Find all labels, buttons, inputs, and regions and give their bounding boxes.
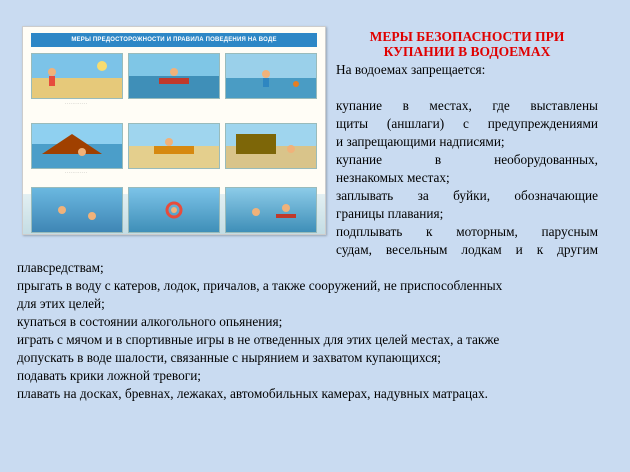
rule-line: прыгать в воду с катеров, лодок, причалов, а также сооружений, не приспособленных [17,278,503,293]
poster-illustration [128,123,220,169]
rule-line: судам, весельным лодкам и к другим [336,242,598,257]
rule-line: и запрещающими надписями; [336,134,505,149]
poster-illustration [225,53,317,99]
page-title [352,29,582,59]
poster-illustration [31,123,123,169]
title-line: КУПАНИИ В ВОДОЕМАХ [383,44,551,59]
rule-line: щиты (аншлаги) с предупреждениями [336,116,598,131]
rule-line: плавать на досках, бревнах, лежаках, автомобильных камерах, надувных матрацах. [17,386,488,401]
poster-caption-row2: . . . . . . . . . . . . [64,170,88,174]
rule-line: купание в необорудованных, [336,152,598,167]
rule-line: границы плавания; [336,206,444,221]
poster-illustration [225,187,317,233]
rule-line: допускать в воде шалости, связанные с нырянием и захватом купающихся; [17,350,441,365]
rule-line: подплывать к моторным, парусным [336,224,598,239]
poster-illustration [31,53,123,99]
rule-line: плавсредствам; [17,260,104,275]
poster-illustration [128,53,220,99]
safety-poster-image [22,26,326,235]
poster-illustration [128,187,220,233]
rule-line: купание в местах, где выставлены [336,98,598,113]
poster-illustration [225,123,317,169]
rule-line: купаться в состоянии алкогольного опьянения; [17,314,283,329]
poster-illustration [31,187,123,233]
poster-banner: МЕРЫ ПРЕДОСТОРОЖНОСТИ И ПРАВИЛА ПОВЕДЕНИЯ НА ВОДЕ [31,33,317,47]
rule-line: подавать крики ложной тревоги; [17,368,202,383]
title-line: МЕРЫ БЕЗОПАСНОСТИ ПРИ [369,29,565,44]
rule-line: незнакомых местах; [336,170,450,185]
rule-line: играть с мячом и в спортивные игры в не отведенных для этих целей местах, а также [17,332,500,347]
poster-caption-row1: . . . . . . . . . . . . [64,101,88,105]
intro-text: На водоемах запрещается: [336,62,486,77]
rule-line: заплывать за буйки, обозначающие [336,188,598,203]
rule-line: для этих целей; [17,296,105,311]
